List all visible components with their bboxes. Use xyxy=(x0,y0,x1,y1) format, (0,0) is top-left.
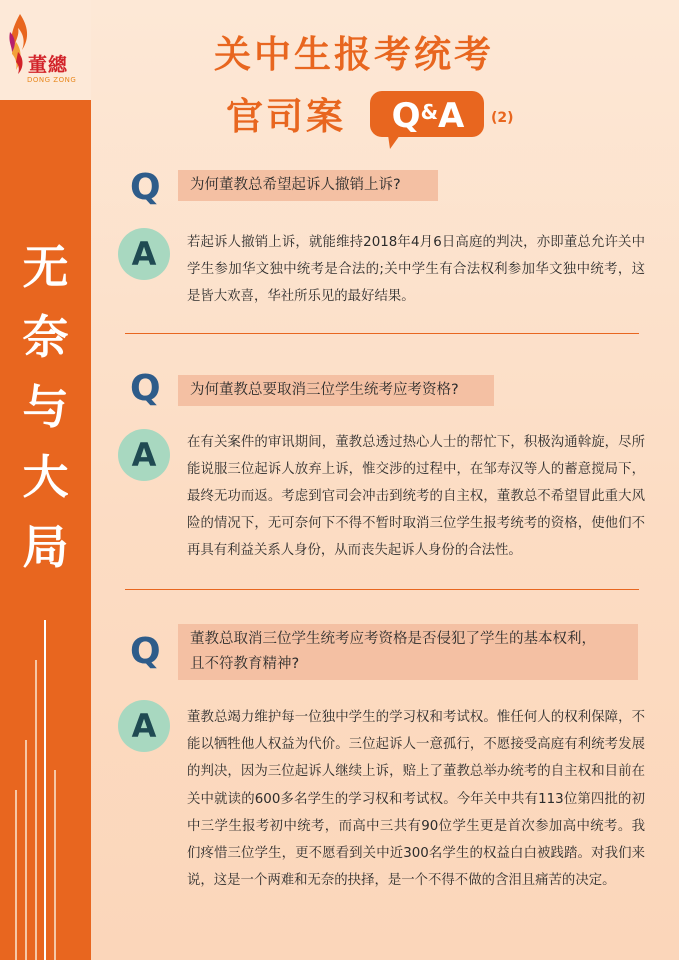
question-2: 为何董教总要取消三位学生统考应考资格? xyxy=(178,375,494,406)
answer-letter: A xyxy=(118,228,170,280)
answer-letter: A xyxy=(118,429,170,481)
answer-2: 在有关案件的审讯期间，董教总透过热心人士的帮忙下，积极沟通斡旋，尽所能说服三位起诉人放弃上诉，惟交涉的过程中，在邹寿汉等人的蓄意搅局下，最终无功而返。考虑到官司会冲击到统考的自主权，董教总不希望冒此重大风险的情况下，无可奈何下不得不暂时取消三位学生报考统考的资格，使他们不再具有利益关系人身份，从而丧失起诉人身份的合法性。 xyxy=(187,435,645,558)
qa-badge-a: A xyxy=(438,96,465,136)
sidebar-title-char: 无 xyxy=(22,240,69,294)
divider xyxy=(125,589,639,590)
question-3-line2: 且不符教育精神? xyxy=(190,656,300,672)
logo xyxy=(0,0,91,100)
logo-subtext: DONG ZONG xyxy=(27,76,77,84)
decorative-lines xyxy=(0,620,91,960)
sidebar xyxy=(0,0,91,960)
question-1: 为何董教总希望起诉人撤销上诉? xyxy=(178,170,438,201)
part-number: (2) xyxy=(491,110,514,126)
qa-badge xyxy=(378,90,478,134)
sidebar-title-char: 局 xyxy=(22,520,69,574)
question-3-line1: 董教总取消三位学生统考应考资格是否侵犯了学生的基本权利， xyxy=(190,631,596,647)
logo-text: 董總 xyxy=(28,54,69,76)
answer-1: 若起诉人撤销上诉，就能维持2018年4月6日高庭的判决，亦即董总允许关中学生参加华文独中统考是合法的;关中学生有合法权利参加华文独中统考，这是皆大欢喜，华社所乐见的最好结果。 xyxy=(187,235,645,304)
sidebar-title-char: 大 xyxy=(22,450,69,504)
sidebar-title xyxy=(0,232,91,582)
question-letter: Q xyxy=(130,167,161,208)
divider xyxy=(125,333,639,334)
page-title-line2: 官司案 xyxy=(226,95,346,138)
question-letter: Q xyxy=(130,368,161,409)
qa-badge-amp: & xyxy=(420,100,439,124)
sidebar-title-char: 奈 xyxy=(22,310,69,364)
qa-badge-q: Q xyxy=(391,96,421,136)
question-3 xyxy=(178,624,638,680)
answer-3: 董教总竭力维护每一位独中学生的学习权和考试权。惟任何人的权利保障，不能以牺牲他人权益为代价。三位起诉人一意孤行，不愿接受高庭有利统考发展的判决，因为三位起诉人继续上诉，赔上了董教总举办统考的自主权和目前在关中就读的600多名学生的学习权和考试权。今年关中共有113位第四批的初中三学生报考初中统考，而高中三共有90位学生更是首次参加高中统考。我们疼惜三位学生，更不愿看到关中近300名学生的权益白白被践踏。对我们来说，这是一个两难和无奈的抉择，是一个不得不做的含泪且痛苦的决定。 xyxy=(187,710,645,889)
page-title-line1: 关中生报考统考 xyxy=(214,33,494,76)
question-letter: Q xyxy=(130,631,161,672)
answer-letter: A xyxy=(118,700,170,752)
sidebar-title-char: 与 xyxy=(22,380,69,434)
